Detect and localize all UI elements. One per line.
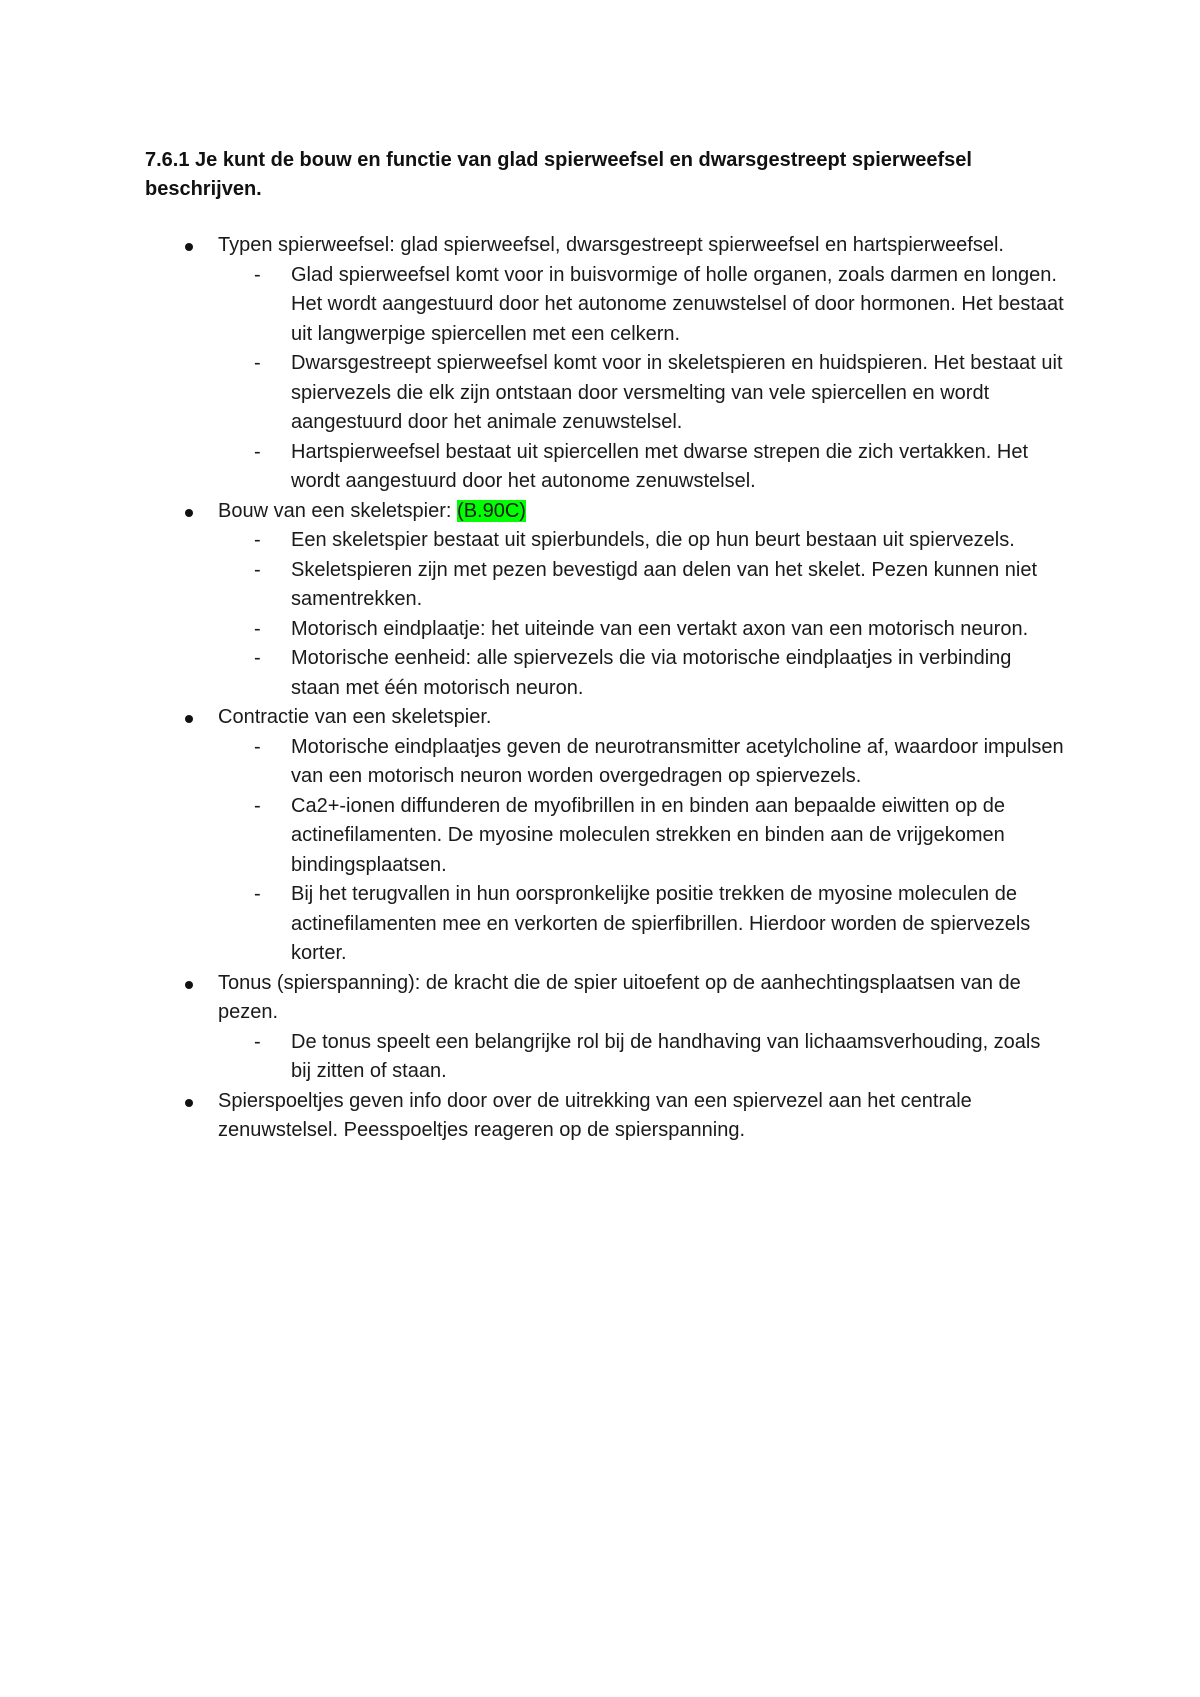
sub-item-text: De tonus speelt een belangrijke rol bij de handhaving van lichaamsverhouding, zoals bij zitten of staan. bbox=[291, 1030, 1041, 1082]
bullet-text: Typen spierweefsel: glad spierweefsel, dwarsgestreept spierweefsel en hartspierweefsel. bbox=[218, 234, 1004, 256]
bullet-item-contractie bbox=[145, 703, 1065, 969]
bullet-text: Contractie van een skeletspier. bbox=[218, 706, 492, 728]
dash-icon: - bbox=[254, 440, 261, 463]
dash-icon: - bbox=[254, 617, 261, 640]
bullet-icon bbox=[185, 1099, 193, 1107]
dash-icon: - bbox=[254, 647, 261, 669]
section-heading: 7.6.1 Je kunt de bouw en functie van glad spierweefsel en dwarsgestreept spierweefsel beschrijven. bbox=[145, 149, 972, 200]
bullet-item-spierweefsel-types bbox=[145, 231, 1065, 497]
sub-item-text: Motorische eenheid: alle spiervezels die via motorische eindplaatjes in verbinding staan met één motorisch neuron. bbox=[291, 647, 1012, 699]
sub-item-text: Bij het terugvallen in hun oorspronkelijke positie trekken de myosine moleculen de actinefilamenten mee en verkorten de spierfibrillen. Hierdoor worden de spiervezels korter. bbox=[291, 883, 1031, 964]
dash-icon: - bbox=[254, 529, 261, 551]
sub-item-text: Ca2+-ionen diffunderen de myofibrillen in en binden aan bepaalde eiwitten op de actinefilamenten. De myosine moleculen strekken en binden aan de vrijgekomen bindingsplaatsen. bbox=[291, 794, 1006, 876]
sub-item bbox=[218, 733, 1065, 792]
sub-item bbox=[218, 556, 1065, 615]
sub-item bbox=[218, 261, 1065, 350]
sub-item-text: Skeletspieren zijn met pezen bevestigd aan delen van het skelet. Pezen kunnen niet samentrekken. bbox=[291, 558, 1038, 610]
bullet-item-spierspoeltjes bbox=[145, 1087, 1065, 1146]
dash-icon: - bbox=[254, 558, 261, 581]
dash-icon: - bbox=[254, 883, 261, 905]
sub-item bbox=[218, 526, 1065, 556]
sub-item-text: Een skeletspier bestaat uit spierbundels, die op hun beurt bestaan uit spiervezels. bbox=[291, 529, 1015, 551]
sub-item bbox=[218, 1028, 1065, 1087]
bullet-icon bbox=[185, 981, 193, 989]
bullet-text: Spierspoeltjes geven info door over de uitrekking van een spiervezel aan het centrale zenuwstelsel. Peesspoeltjes reageren op de spierspanning. bbox=[218, 1089, 972, 1141]
sub-item bbox=[218, 438, 1065, 497]
bullet-text: Tonus (spierspanning): de kracht die de spier uitoefent op de aanhechtingsplaatsen van de pezen. bbox=[218, 971, 1021, 1023]
sub-item-text: Hartspierweefsel bestaat uit spiercellen met dwarse strepen die zich vertakken. Het wordt aangestuurd door het autonome zenuwstelsel. bbox=[291, 440, 1029, 492]
highlighted-reference: (B.90C) bbox=[457, 499, 526, 522]
sub-item bbox=[218, 615, 1065, 645]
sub-item bbox=[218, 644, 1065, 703]
bullet-icon bbox=[185, 715, 193, 723]
sub-list bbox=[218, 526, 1065, 703]
bullet-item-skeletspier-bouw bbox=[145, 497, 1065, 704]
sub-item-text: Glad spierweefsel komt voor in buisvormige of holle organen, zoals darmen en longen. Het wordt aangestuurd door het autonome zenuwstelsel of door hormonen. Het bestaat uit langwerpige spiercellen met een celkern. bbox=[291, 263, 1064, 345]
dash-icon: - bbox=[254, 794, 261, 817]
sub-item-text: Dwarsgestreept spierweefsel komt voor in skeletspieren en huidspieren. Het bestaat uit spiervezels die elk zijn ontstaan door versmelting van vele spiercellen en wordt aangestuurd door het animale zenuwstelsel. bbox=[291, 352, 1063, 433]
bullet-text: Bouw van een skeletspier: bbox=[218, 499, 458, 522]
sub-item-text: Motorisch eindplaatje: het uiteinde van een vertakt axon van een motorisch neuron. bbox=[291, 617, 1029, 640]
sub-list bbox=[218, 733, 1065, 969]
sub-item-text: Motorische eindplaatjes geven de neurotransmitter acetylcholine af, waardoor impulsen van een motorisch neuron worden overgedragen op spiervezels. bbox=[291, 735, 1064, 787]
dash-icon: - bbox=[254, 1030, 261, 1053]
dash-icon: - bbox=[254, 735, 261, 758]
dash-icon: - bbox=[254, 352, 261, 374]
sub-item bbox=[218, 792, 1065, 881]
sub-item bbox=[218, 349, 1065, 438]
bullet-item-tonus bbox=[145, 969, 1065, 1087]
bullet-icon bbox=[185, 243, 193, 251]
sub-list bbox=[218, 261, 1065, 497]
sub-item bbox=[218, 880, 1065, 969]
bullet-icon bbox=[185, 509, 193, 517]
bullet-list bbox=[145, 231, 1065, 1146]
sub-list bbox=[218, 1028, 1065, 1087]
dash-icon: - bbox=[254, 263, 261, 286]
